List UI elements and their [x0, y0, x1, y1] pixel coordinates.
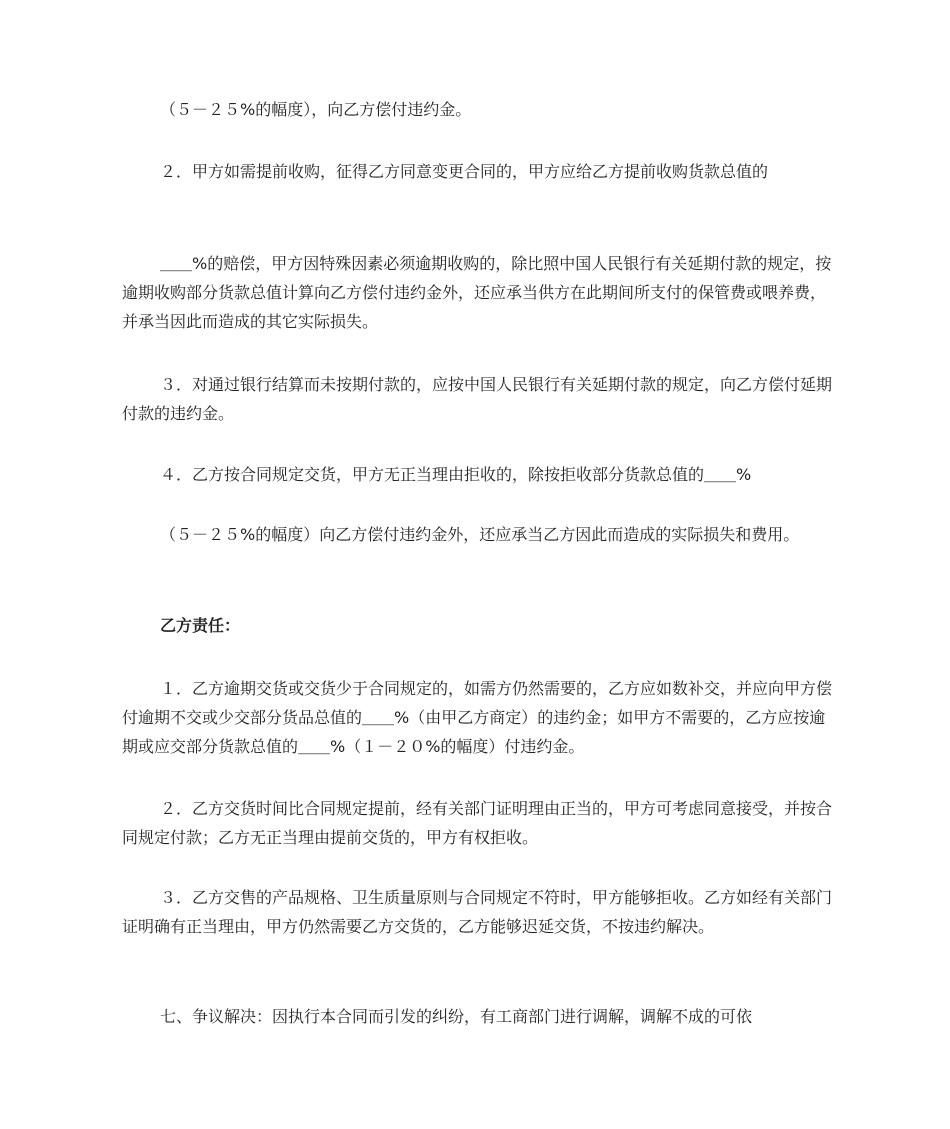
paragraph-6: （５－２５%的幅度）向乙方偿付违约金外，还应承当乙方因此而造成的实际损失和费用。 [160, 525, 800, 544]
paragraph-5: ４．乙方按合同规定交货，甲方无正当理由拒收的，除按拒收部分货款总值的＿＿% [160, 465, 752, 484]
paragraph-10: 七、争议解决：因执行本合同而引发的纠纷，有工商部门进行调解，调解不成的可依 [160, 1007, 753, 1026]
paragraph-2: ２．甲方如需提前收购，征得乙方同意变更合同的，甲方应给乙方提前收购货款总值的 [160, 162, 769, 181]
paragraph-9: ３．乙方交售的产品规格、卫生质量原则与合同规定不符时，甲方能够拒收。乙方如经有关部门证明确有正当理由，甲方仍然需要乙方交货的，乙方能够迟延交货，不按违约解决。 [122, 888, 833, 936]
paragraph-4: ３．对通过银行结算而未按期付款的，应按中国人民银行有关延期付款的规定，向乙方偿付延期付款的违约金。 [122, 375, 833, 423]
section-heading-yifang-responsibility: 乙方责任： [160, 616, 241, 635]
paragraph-1: （５－２５%的幅度），向乙方偿付违约金。 [160, 100, 472, 119]
paragraph-8: ２．乙方交货时间比合同规定提前，经有关部门证明理由正当的，甲方可考虑同意接受，并按合同规定付款；乙方无正当理由提前交货的，甲方有权拒收。 [122, 799, 833, 847]
paragraph-3: ＿＿%的赔偿，甲方因特殊因素必须逾期收购的，除比照中国人民银行有关延期付款的规定，按逾期收购部分货款总值计算向乙方偿付违约金外，还应承当供方在此期间所支付的保管费或喂养费，并承当因此而造成的其它实际损失。 [122, 254, 832, 331]
paragraph-7: １．乙方逾期交货或交货少于合同规定的，如需方仍然需要的，乙方应如数补交，并应向甲方偿付逾期不交或少交部分货品总值的＿＿%（由甲乙方商定）的违约金；如甲方不需要的，乙方应按逾期或应交部分货款总值的＿＿%（１－２０%的幅度）付违约金。 [122, 679, 833, 756]
